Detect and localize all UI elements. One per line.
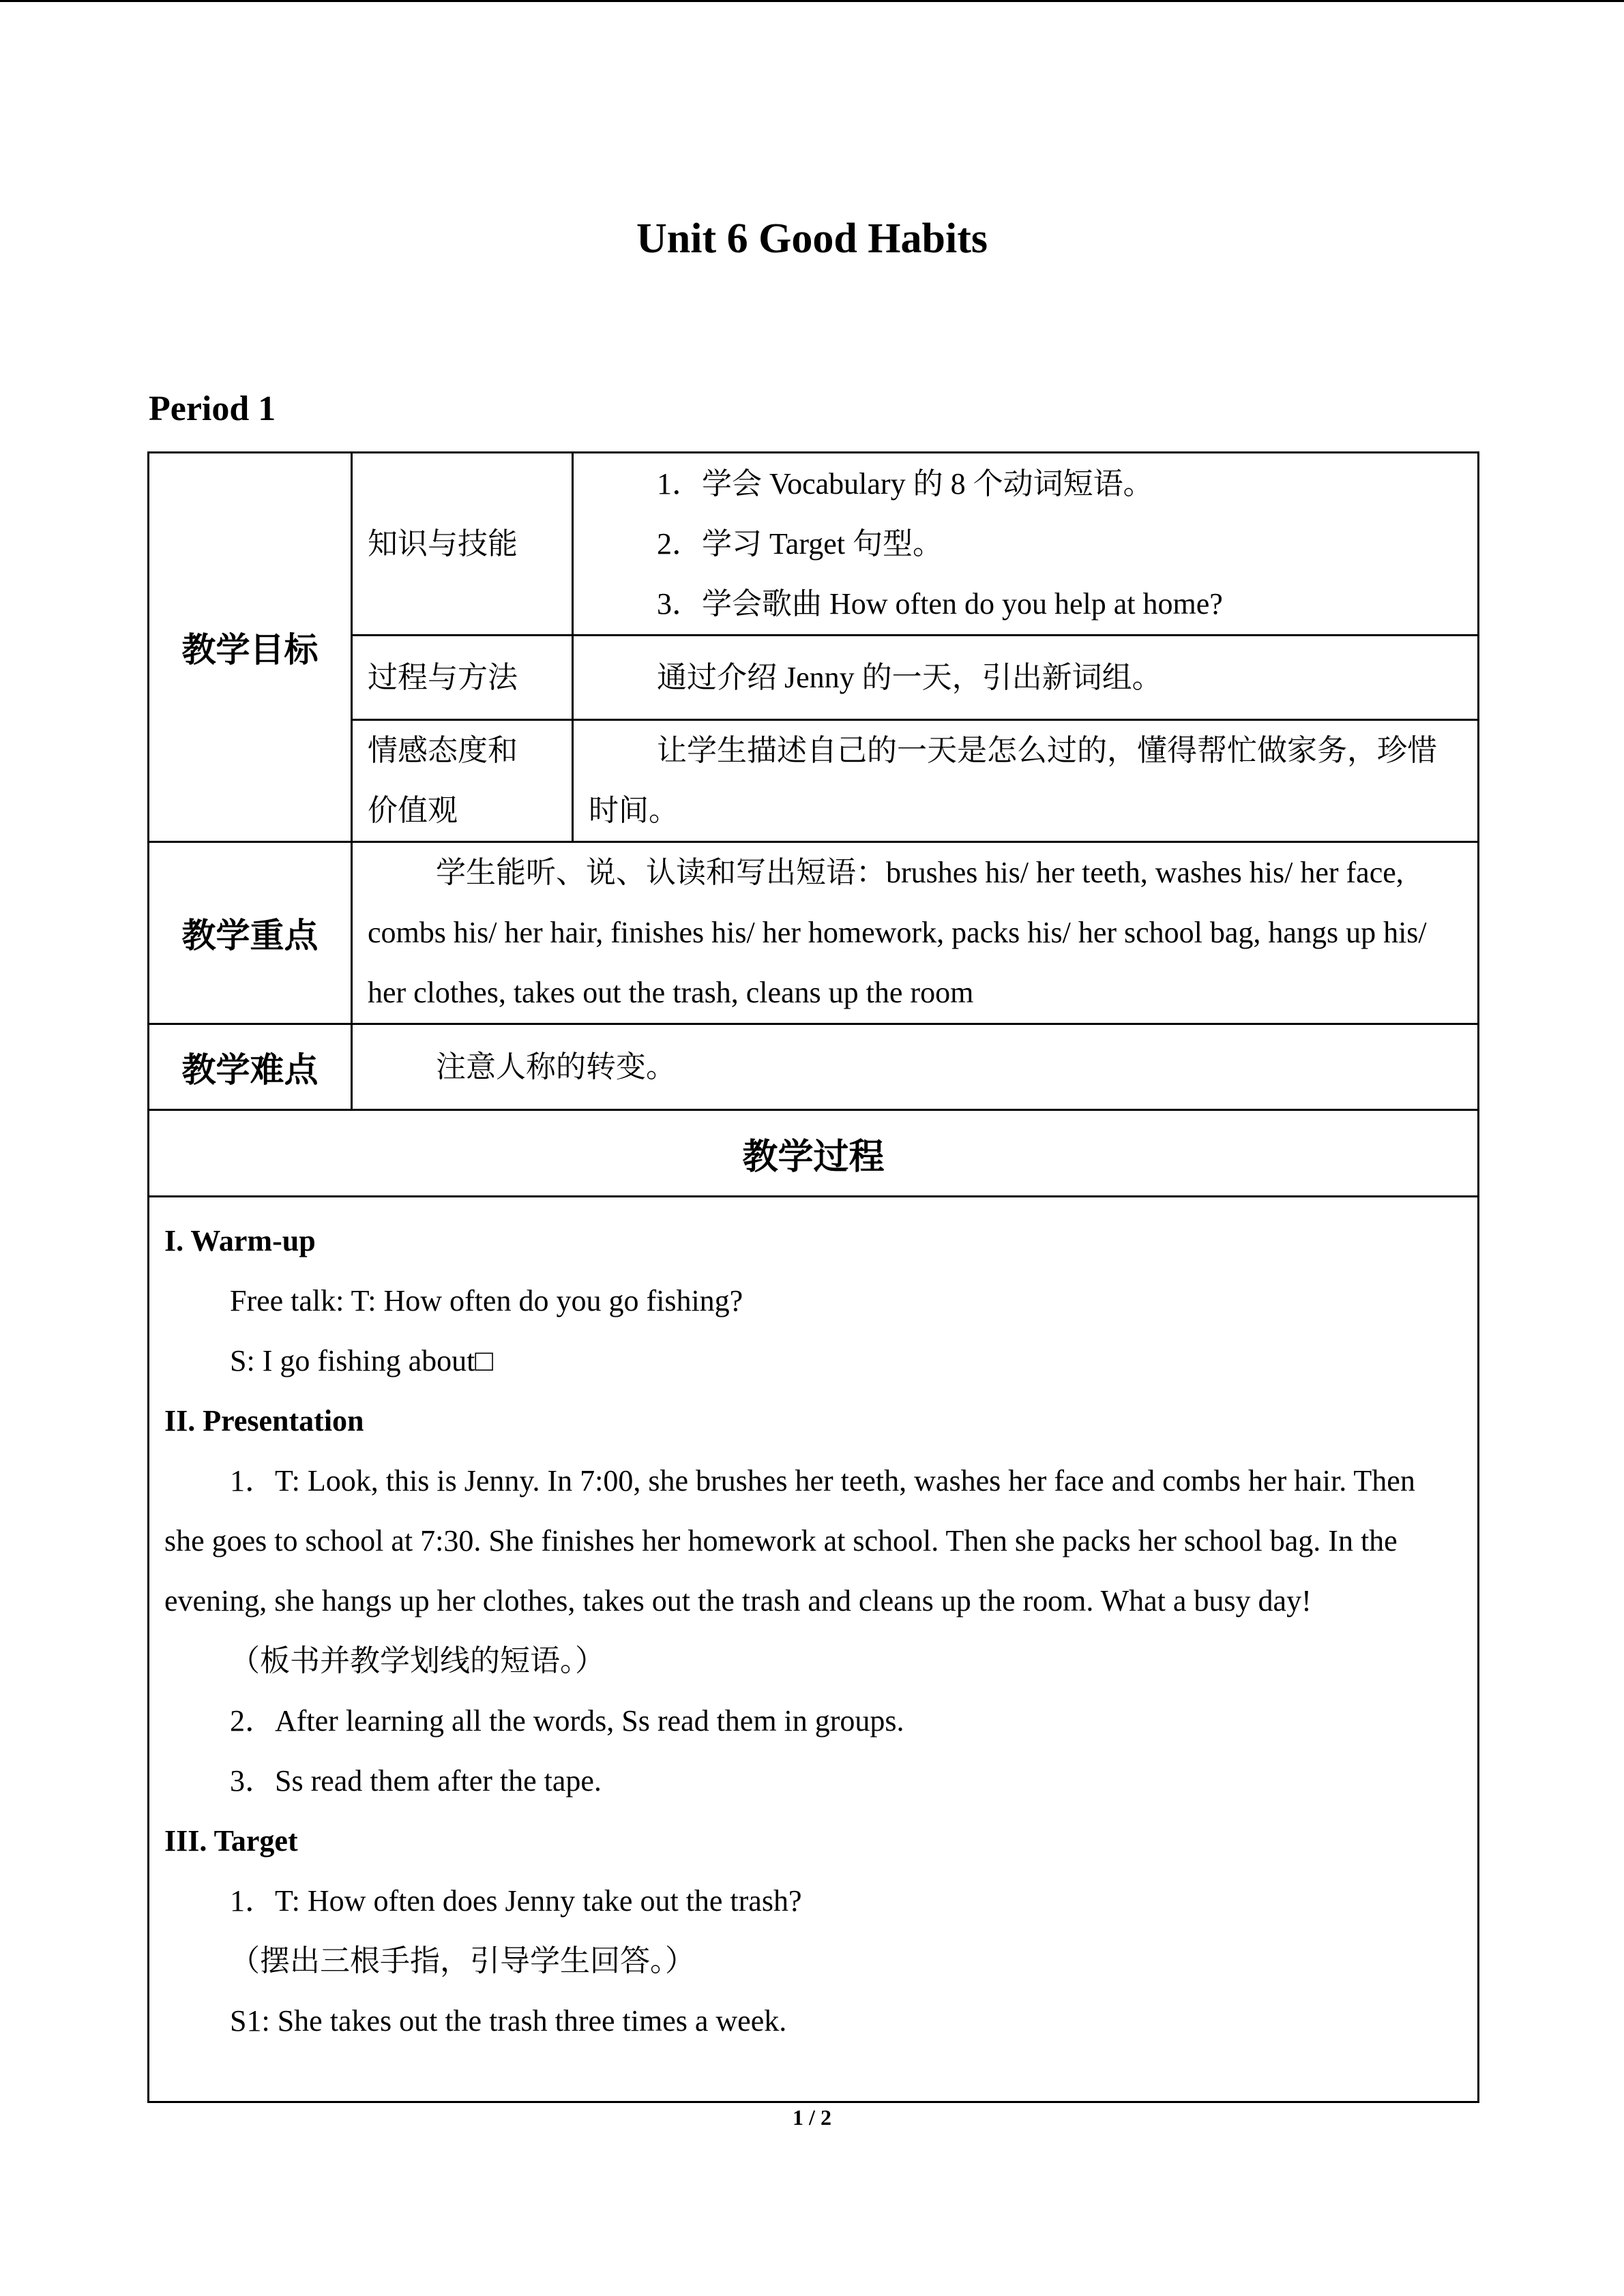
- process-heading: 教学过程: [149, 1110, 1479, 1197]
- presentation-note: （板书并教学划线的短语。）: [230, 1644, 605, 1678]
- objectives-label: 教学目标: [149, 453, 352, 842]
- target-note: （摆出三根手指，引导学生回答。）: [230, 1944, 695, 1978]
- target-heading: III. Target: [164, 1824, 298, 1858]
- knowledge-item: 2．学习 Target 句型。: [657, 526, 943, 561]
- page-number: 1 / 2: [793, 2105, 831, 2130]
- key-points-label: 教学重点: [149, 842, 352, 1024]
- emotion-label: 情感态度和 价值观: [352, 720, 573, 842]
- warmup-heading: I. Warm-up: [164, 1224, 316, 1257]
- presentation-item: 3．Ss read them after the tape.: [230, 1764, 602, 1798]
- target-item: 1．T: How often does Jenny take out the trash?: [230, 1884, 802, 1918]
- process-heading-row: [149, 1110, 1479, 1197]
- process-text: 通过介绍 Jenny 的一天，引出新词组。: [573, 636, 1479, 720]
- difficulties-text: 注意人称的转变。: [352, 1024, 1479, 1110]
- presentation-item: 2．After learning all the words, Ss read them in groups.: [230, 1704, 904, 1738]
- warmup-line: Free talk: T: How often do you go fishing?: [230, 1284, 743, 1317]
- difficulties-row: [149, 1024, 1479, 1110]
- target-answer: S1: She takes out the trash three times a week.: [230, 2004, 787, 2038]
- page-title: Unit 6 Good Habits: [636, 215, 988, 262]
- process-label: 过程与方法: [352, 636, 573, 720]
- emotion-text: 让学生描述自己的一天是怎么过的，懂得帮忙做家务，珍惜时间。: [573, 720, 1479, 842]
- top-border: [0, 0, 1624, 2]
- presentation-heading: II. Presentation: [164, 1404, 364, 1437]
- knowledge-item: 1．学会 Vocabulary 的 8 个动词短语。: [657, 466, 1153, 501]
- difficulties-label: 教学难点: [149, 1024, 352, 1110]
- knowledge-item: 3．学会歌曲 How often do you help at home?: [657, 586, 1223, 621]
- objectives-knowledge-row: [149, 453, 1479, 636]
- knowledge-label: 知识与技能: [352, 453, 573, 636]
- lesson-plan-table: [147, 451, 1479, 2103]
- knowledge-items: [573, 453, 1479, 636]
- key-points-row: [149, 842, 1479, 1024]
- process-body: [149, 1197, 1479, 2102]
- period-heading: Period 1: [149, 389, 276, 428]
- process-body-row: [149, 1197, 1479, 2102]
- presentation-paragraph: 1．T: Look, this is Jenny. In 7:00, she brushes her teeth, washes her face and combs her hair. Then she goes to school at 7:30. She finishes her homework at school. Then she packs her school bag. In the evening, she hangs up her clothes, takes out the trash and cleans up the room. What a busy day!: [164, 1464, 1415, 1617]
- key-points-text: 学生能听、说、认读和写出短语：brushes his/ her teeth, washes his/ her face, combs his/ her hair, finishes his/ her homework, packs his/ her school bag, hangs up his/ her clothes, takes out the trash, cleans up the room: [352, 842, 1479, 1024]
- warmup-line: S: I go fishing about□: [230, 1344, 493, 1377]
